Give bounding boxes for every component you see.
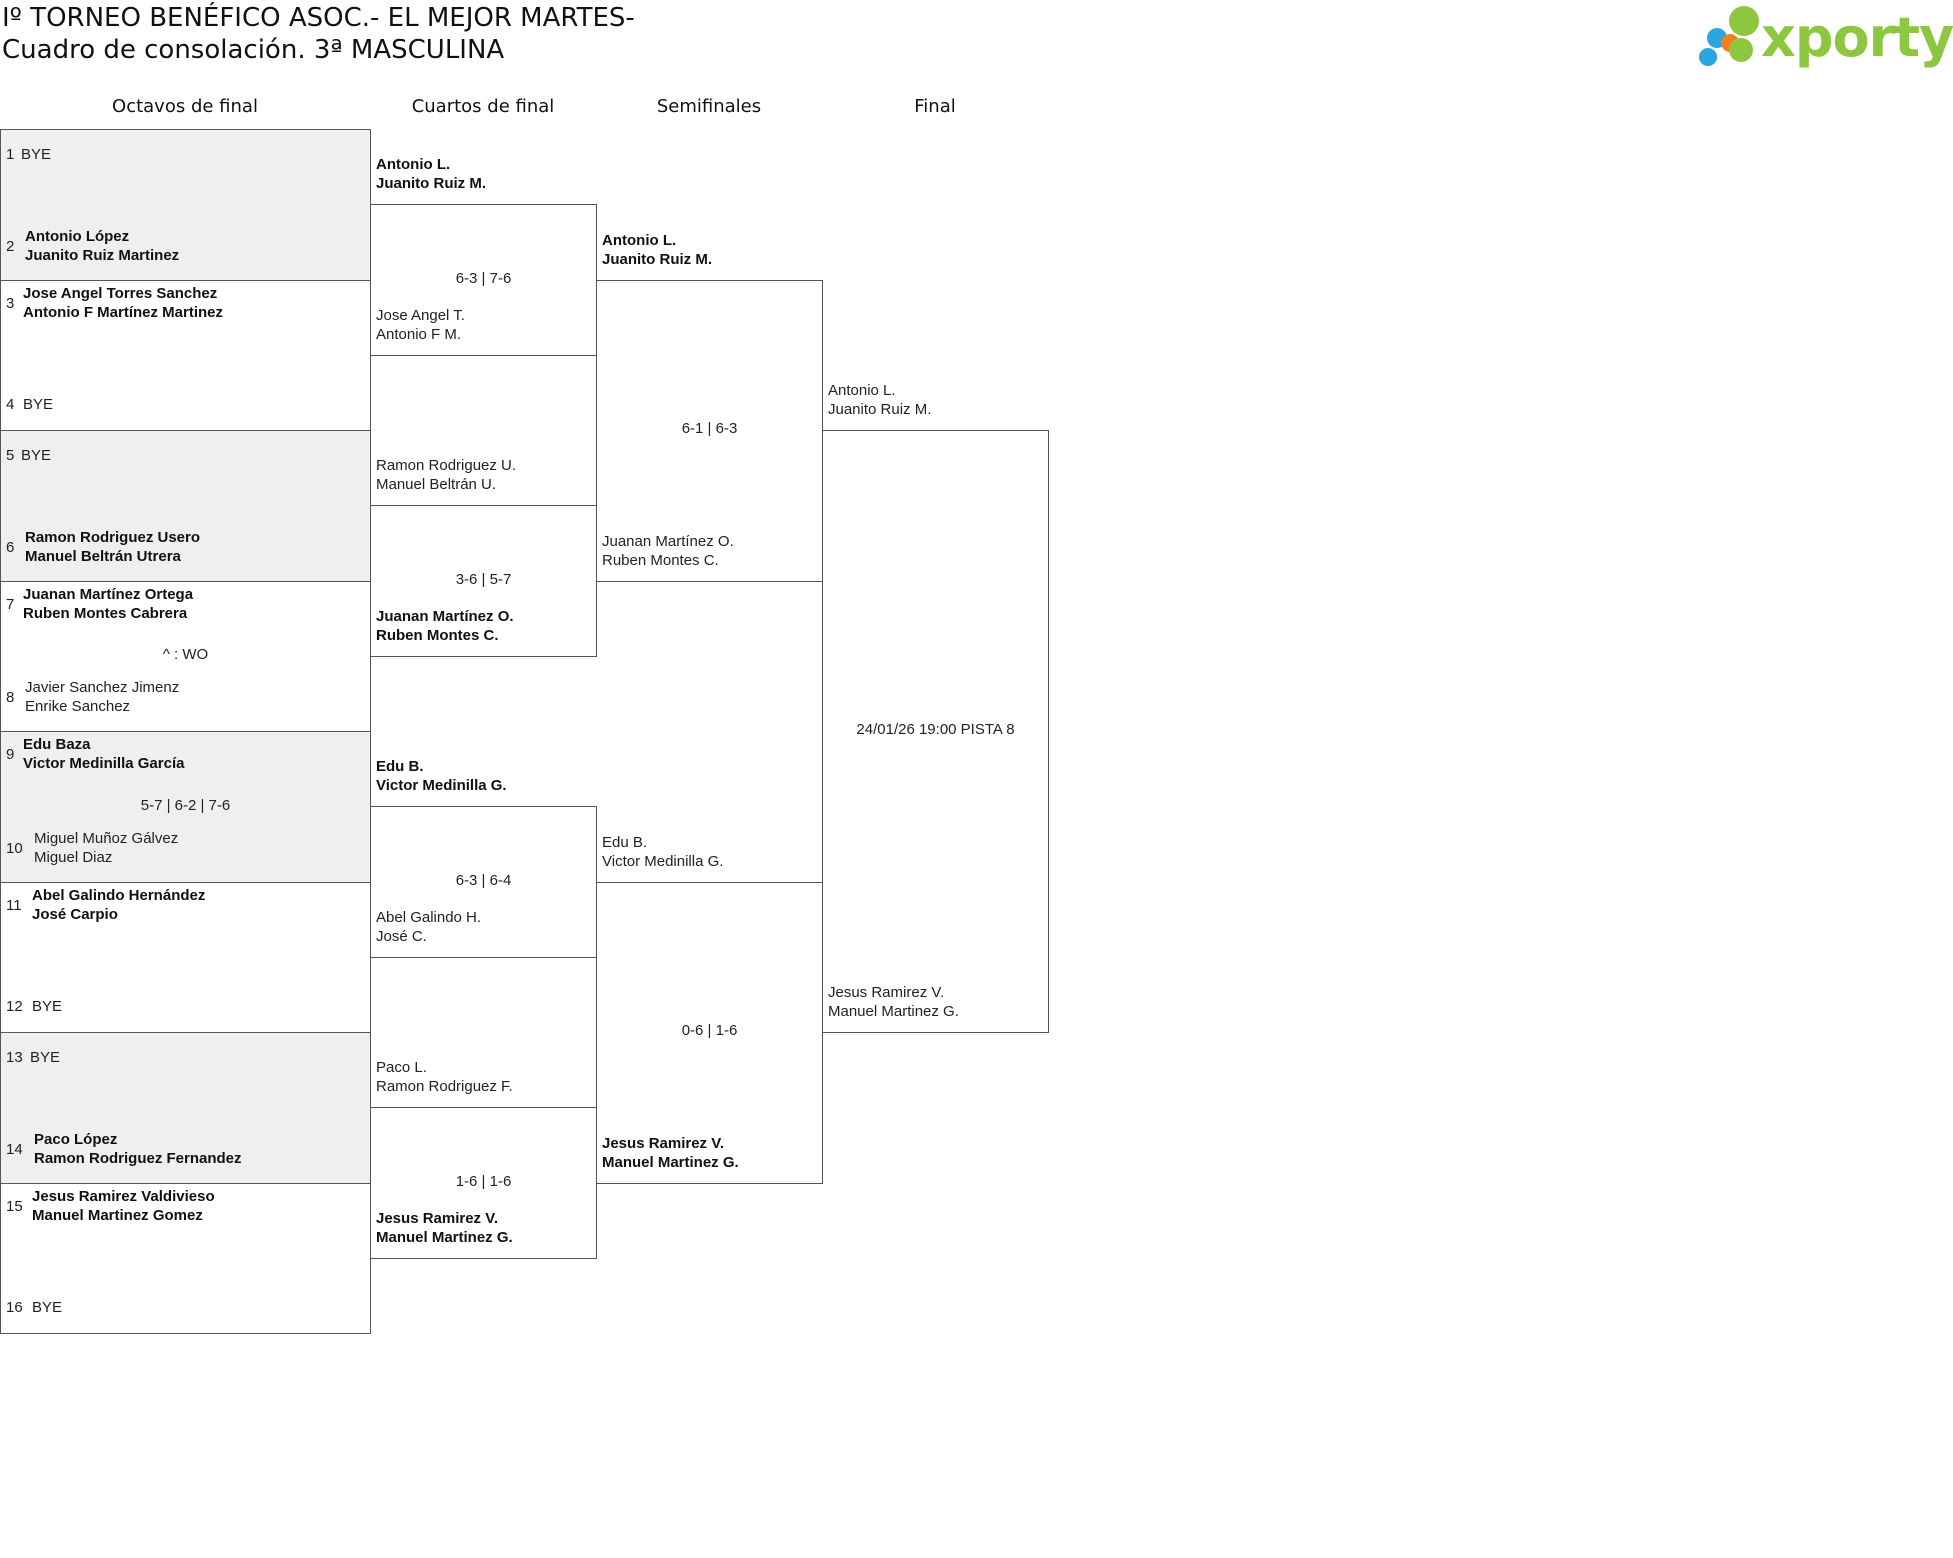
team-entry[interactable] <box>25 678 179 716</box>
team-entry[interactable] <box>23 585 193 623</box>
seed-number: 11 <box>6 896 22 914</box>
round-header-r16: Octavos de final <box>112 96 258 117</box>
match-score: 3-6 | 5-7 <box>455 570 512 588</box>
player-name: Juanito Ruiz M. <box>602 250 712 268</box>
seed-number: 14 <box>6 1140 23 1158</box>
team-entry[interactable] <box>34 829 178 867</box>
player-name: Ramon Rodriguez U. <box>376 457 517 475</box>
player-name: Juanito Ruiz M. <box>828 401 932 418</box>
player-name: Antonio F Martínez Martinez <box>23 303 223 321</box>
team-entry[interactable] <box>376 456 516 494</box>
bye-slot: BYE <box>21 146 52 163</box>
player-name: Jose Angel T. <box>376 306 465 324</box>
player-name: Javier Sanchez Jimenz <box>25 679 180 696</box>
match-score: 6-1 | 6-3 <box>681 420 738 437</box>
match-score: 1-6 | 1-6 <box>455 1172 512 1190</box>
xporty-logo[interactable] <box>1695 4 1953 69</box>
player-name: Manuel Martinez G. <box>376 1228 513 1246</box>
player-name: Enrike Sanchez <box>25 698 131 715</box>
player-name: Juanan Martínez O. <box>376 607 514 625</box>
seed-number: 16 <box>6 1299 23 1316</box>
team-entry[interactable] <box>376 155 486 193</box>
player-name: Juanan Martínez O. <box>602 532 734 550</box>
team-entry[interactable] <box>32 1187 215 1225</box>
player-name: Jesus Ramirez Valdivieso <box>32 1187 215 1205</box>
seed-number: 1 <box>6 146 15 163</box>
player-name: Ramon Rodriguez Fernandez <box>34 1149 242 1167</box>
round-header-sf: Semifinales <box>656 96 762 117</box>
team-entry[interactable] <box>376 306 465 344</box>
bye-slot: BYE <box>32 998 63 1015</box>
seed-number: 8 <box>6 689 15 706</box>
match-score: 6-3 | 7-6 <box>455 269 512 287</box>
player-name: Edu Baza <box>23 736 91 753</box>
player-name: Manuel Martinez G. <box>602 1153 739 1171</box>
player-name: Paco L. <box>376 1059 427 1077</box>
match-score: ^ : WO <box>162 646 209 664</box>
player-name: Abel Galindo Hernández <box>32 886 206 904</box>
player-name: Antonio L. <box>376 156 451 174</box>
team-entry[interactable] <box>828 983 959 1021</box>
team-entry[interactable] <box>376 908 481 946</box>
player-name: Juanito Ruiz Martinez <box>25 246 180 264</box>
team-entry[interactable] <box>25 227 179 265</box>
player-name: Jose Angel Torres Sanchez <box>23 284 218 302</box>
round-header-qf: Cuartos de final <box>411 96 555 117</box>
team-entry[interactable] <box>34 1130 242 1168</box>
player-name: Manuel Beltrán U. <box>376 476 497 494</box>
player-name: Manuel Martinez Gomez <box>32 1206 203 1224</box>
player-name: Juanito Ruiz M. <box>376 175 486 193</box>
player-name: Ruben Montes C. <box>602 551 719 569</box>
bye-slot: BYE <box>30 1049 61 1066</box>
seed-number: 4 <box>6 396 15 413</box>
team-entry[interactable] <box>376 607 514 645</box>
match-score: 6-3 | 6-4 <box>455 871 512 889</box>
player-name: José Carpio <box>32 905 118 923</box>
team-entry[interactable] <box>25 528 200 566</box>
bye-slot: BYE <box>32 1299 63 1316</box>
seed-number: 3 <box>6 294 15 312</box>
player-name: Paco López <box>34 1130 118 1148</box>
seed-number: 2 <box>6 237 15 255</box>
bye-slot: BYE <box>21 447 52 464</box>
team-entry[interactable] <box>828 381 931 419</box>
player-name: Victor Medinilla G. <box>602 852 724 870</box>
player-name: Victor Medinilla G. <box>376 777 507 795</box>
player-name: Victor Medinilla García <box>23 755 185 772</box>
player-name: Miguel Diaz <box>34 848 113 866</box>
round-header-final: Final <box>914 96 956 117</box>
player-name: José C. <box>376 927 427 945</box>
seed-number: 10 <box>6 839 23 857</box>
team-entry[interactable] <box>602 1134 739 1172</box>
match-score: 0-6 | 1-6 <box>681 1022 738 1039</box>
team-entry[interactable] <box>376 757 507 795</box>
seed-number: 15 <box>6 1197 23 1215</box>
player-name: Jesus Ramirez V. <box>828 984 945 1001</box>
team-entry[interactable] <box>602 833 723 871</box>
player-name: Antonio López <box>25 227 130 245</box>
seed-number: 9 <box>6 746 15 763</box>
draw-subtitle: Cuadro de consolación. 3ª MASCULINA <box>2 35 505 65</box>
logo-wordmark: xporty <box>1761 6 1953 69</box>
player-name: Ramon Rodriguez Usero <box>25 528 201 546</box>
seed-number: 12 <box>6 998 23 1015</box>
team-entry[interactable] <box>602 532 734 570</box>
team-entry[interactable] <box>32 886 205 924</box>
player-name: Ramon Rodriguez F. <box>376 1078 513 1096</box>
player-name: Ruben Montes C. <box>376 626 499 644</box>
logo-dot <box>1699 48 1717 66</box>
logo-dot <box>1729 6 1759 36</box>
seed-number: 5 <box>6 447 15 464</box>
player-name: Manuel Beltrán Utrera <box>25 547 181 565</box>
team-entry[interactable] <box>376 1058 513 1096</box>
player-name: Miguel Muñoz Gálvez <box>34 829 179 847</box>
tournament-title: Iº TORNEO BENÉFICO ASOC.- EL MEJOR MARTES- <box>2 3 635 33</box>
team-entry[interactable] <box>376 1209 513 1247</box>
team-entry[interactable] <box>602 231 712 269</box>
match-score: 5-7 | 6-2 | 7-6 <box>140 796 231 814</box>
seed-number: 7 <box>6 595 15 613</box>
player-name: Jesus Ramirez V. <box>602 1134 725 1152</box>
team-entry[interactable] <box>23 735 184 773</box>
player-name: Manuel Martinez G. <box>828 1003 959 1020</box>
player-name: Ruben Montes Cabrera <box>23 604 188 622</box>
seed-number: 6 <box>6 538 15 556</box>
player-name: Antonio F M. <box>376 325 462 343</box>
player-name: Edu B. <box>376 758 424 776</box>
player-name: Abel Galindo H. <box>376 908 482 926</box>
match-schedule: 24/01/26 19:00 PISTA 8 <box>856 721 1015 738</box>
player-name: Edu B. <box>602 833 648 851</box>
bye-slot: BYE <box>23 396 54 413</box>
player-name: Antonio L. <box>828 382 896 399</box>
player-name: Jesus Ramirez V. <box>376 1209 499 1227</box>
player-name: Juanan Martínez Ortega <box>23 585 194 603</box>
player-name: Antonio L. <box>602 231 677 249</box>
logo-dot <box>1729 38 1753 62</box>
seed-number: 13 <box>6 1049 23 1066</box>
team-entry[interactable] <box>23 284 223 322</box>
